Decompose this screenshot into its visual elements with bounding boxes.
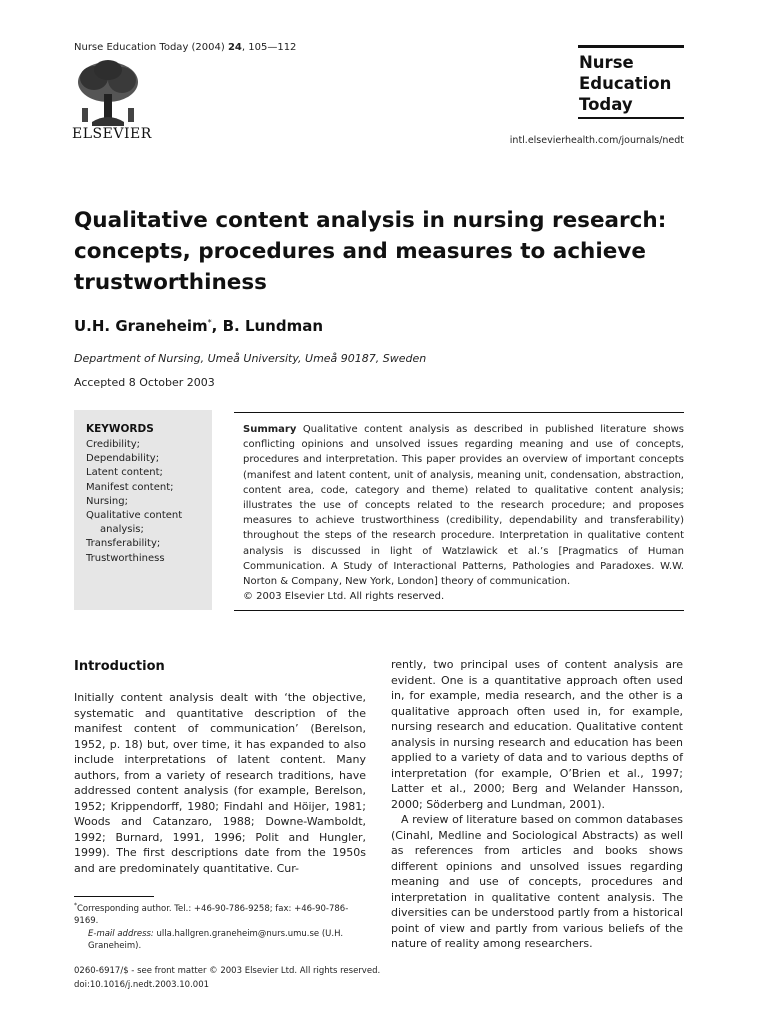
keyword-item: Latent content; (86, 467, 163, 479)
body-left-column: Initially content analysis dealt with ‘the objective, systematic and quantitative description of the manifest content of communication’ (Berelson, 1952, p. 18) but, over time, it has expanded to also include interpretations of latent content. Many authors, from a variety of research traditions, have addressed content analysis (for example, Berelson, 1952; Krippendorff, 1980; Findahl and Höijer, 1981; Woods and Catanzaro, 1988; Downe-Wamboldt, 1992; Burnard, 1991, 1996; Polit and Hungler, 1999). The first descriptions date from the 1950s and are predominately quantitative. Cur- (74, 691, 366, 875)
body-paragraph: rently, two principal uses of content analysis are evident. One is a quantitative approach often used in, for example, media research, and the other is a qualitative approach often used in, for example, nursing research and education. Qualitative content analysis in nursing research and education has been applied to a variety of data and to various depths of interpretation (for example, O’Brien et al., 1997; Latter et al., 2000; Berg and Welander Hansson, 2000; Söderberg and Lundman, 2001). (391, 658, 683, 811)
footnote-contact: Corresponding author. Tel.: +46-90-786-9258; fax: +46-90-786-9169. (74, 903, 349, 927)
affiliation: Department of Nursing, Umeå University, Umeå 90187, Sweden (74, 352, 427, 365)
article-title: Qualitative content analysis in nursing research: concepts, procedures and measures to achieve trustworthiness (74, 208, 667, 295)
keyword-item: Qualitative content (86, 510, 183, 522)
corresponding-author-mark: * (207, 318, 212, 327)
footnote-email-line (74, 928, 366, 953)
email-label: E-mail address: (88, 928, 154, 939)
journal-volume: 24 (227, 42, 242, 53)
summary-bottom-rule (234, 610, 684, 611)
email-address[interactable]: ulla.hallgren.graneheim@nurs.umu.se (U.H. Graneheim). (88, 928, 344, 952)
footnote-rule (74, 896, 154, 897)
summary-label: Summary (243, 424, 297, 435)
keyword-item: Dependability; (86, 453, 160, 465)
author-name: , B. Lundman (211, 317, 324, 335)
keyword-item: analysis; (100, 524, 144, 536)
keyword-item: Nursing; (86, 495, 128, 507)
article-authors (74, 317, 323, 335)
journal-pages: , 105—112 (241, 42, 297, 53)
footnote (74, 900, 366, 953)
journal-name-line: Education (579, 74, 672, 93)
journal-name-bottom-rule (578, 117, 684, 119)
journal-url[interactable]: intl.elsevierhealth.com/journals/nedt (509, 135, 684, 146)
journal-name (579, 52, 689, 115)
summary-abstract (243, 422, 684, 604)
section-heading-introduction: Introduction (74, 659, 165, 674)
summary-top-rule (234, 412, 684, 413)
doi-line: doi:10.1016/j.nedt.2003.10.001 (74, 980, 210, 990)
front-matter-line: 0260-6917/$ - see front matter © 2003 Elsevier Ltd. All rights reserved. (74, 966, 381, 976)
body-paragraph: A review of literature based on common databases (Cinahl, Medline and Sociological Abstracts) as well as references from articles and books shows different opinions and unsolved issues regarding meaning and use of concepts, procedures and interpretation in qualitative content analysis. The diversities can be understood partly from a historical point of view and partly from various beliefs of the nature of reality among researchers. (391, 813, 683, 950)
journal-name-line: Today (579, 95, 633, 114)
journal-reference-text: Nurse Education Today (2004) (74, 42, 228, 53)
journal-reference (74, 42, 296, 53)
journal-name-line: Nurse (579, 53, 634, 72)
keyword-item: Manifest content; (86, 481, 174, 493)
footnote-corresponding (74, 900, 366, 928)
keywords-heading: KEYWORDS (86, 423, 154, 435)
keywords-list (86, 438, 206, 566)
body-right-column (391, 657, 683, 952)
summary-copyright: © 2003 Elsevier Ltd. All rights reserved. (243, 591, 445, 603)
keyword-item: Transferability; (86, 538, 161, 550)
accepted-date: Accepted 8 October 2003 (74, 376, 215, 389)
publisher-name: ELSEVIER (72, 126, 152, 142)
keyword-item: Credibility; (86, 439, 141, 450)
footnote-mark: * (74, 902, 77, 909)
author-name: U.H. Graneheim (74, 317, 208, 335)
keyword-item: Trustworthiness (86, 552, 165, 564)
summary-text: Qualitative content analysis as described in published literature shows conflicting opinions and unsolved issues regarding meaning and use of concepts, procedures and interpretation. This paper provides an overview of important concepts (manifest and latent content, unit of analysis, meaning unit, condensation, abstraction, content area, code, category and theme) related to qualitative content analysis; illustrates the use of concepts related to the research procedure; and proposes measures to achieve trustworthiness (credibility, dependability and transferability) throughout the steps of the research procedure. Interpretation in qualitative content analysis is discussed in light of Watzlawick et al.’s [Pragmatics of Human Communication. A Study of Interactional Patterns, Pathologies and Paradoxes. W.W. Norton & Company, New York, London] theory of communication. (243, 424, 684, 588)
journal-name-top-rule (578, 45, 684, 48)
